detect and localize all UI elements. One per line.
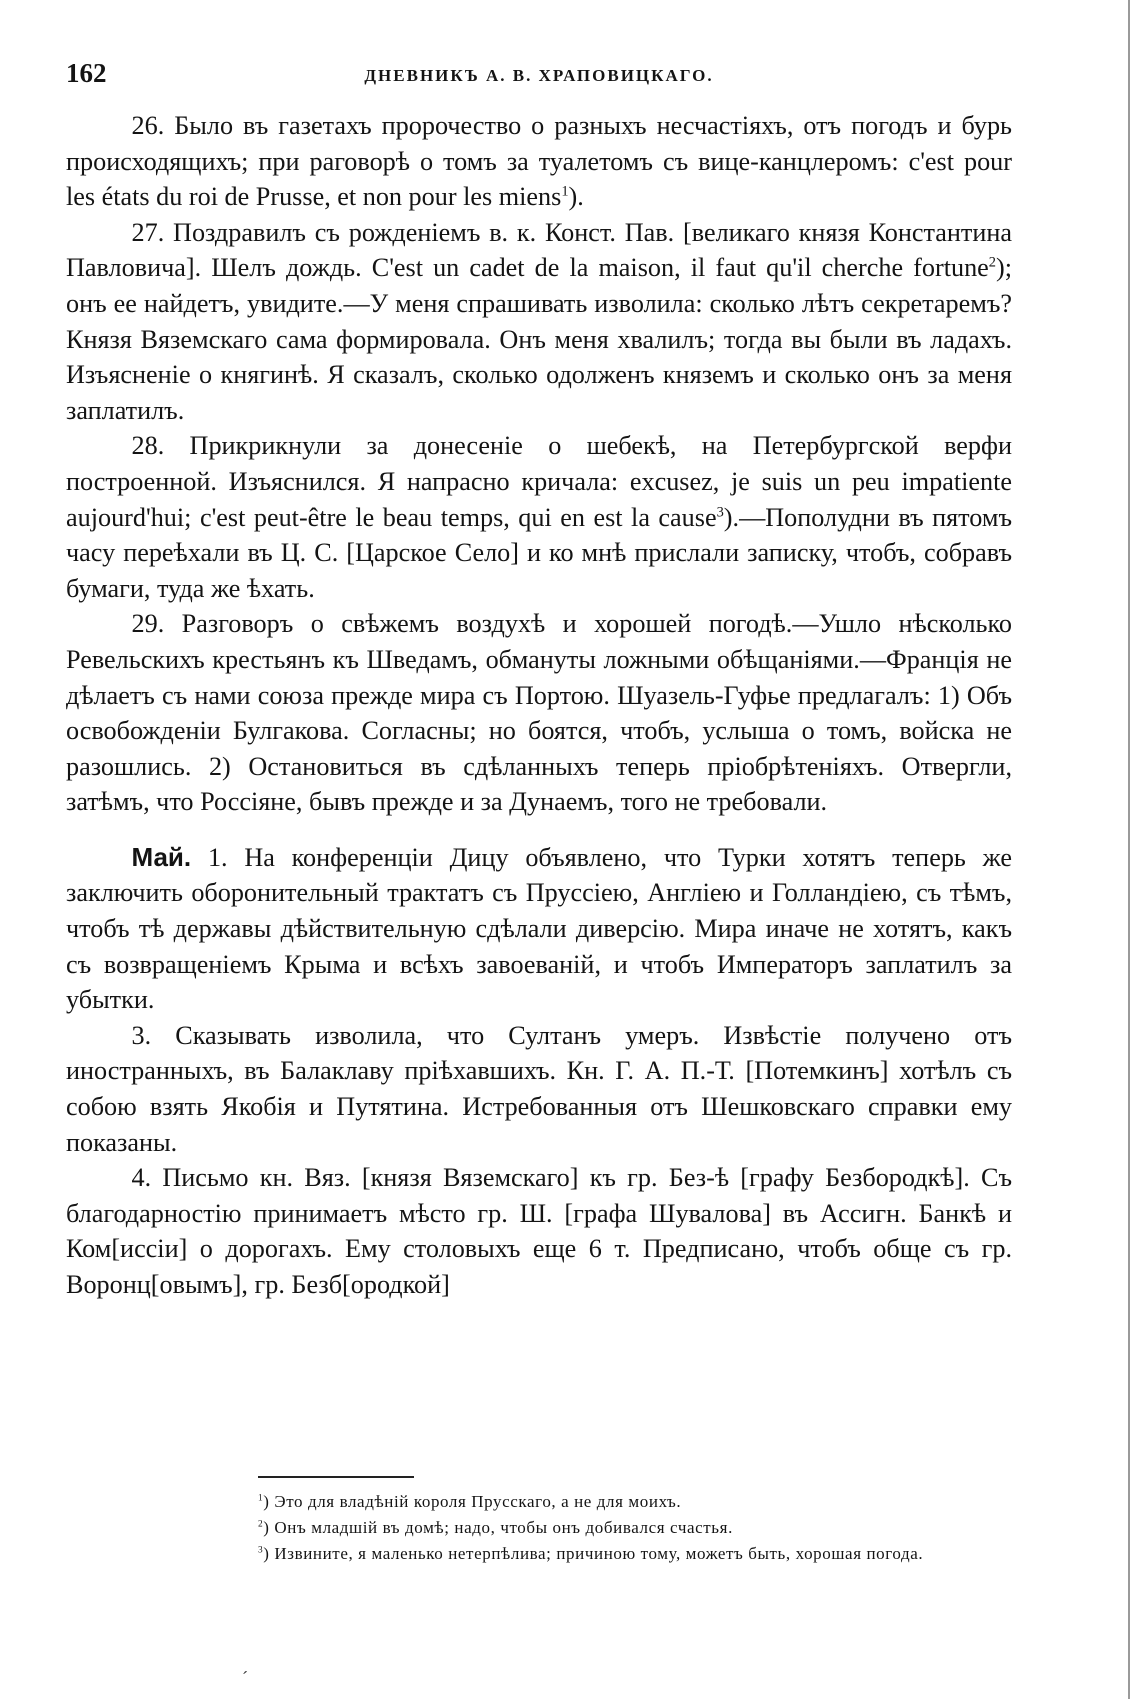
diary-entry-29: 29. Разговоръ о свѣжемъ воздухѣ и хорошей погодѣ.—Ушло нѣсколько Ревельскихъ крестьянъ къ Шведамъ, обмануты ложными обѣщаніями.—Францiя не дѣлаетъ съ нами союза прежде мира съ Портою. Шуазель-Гуфье предлагалъ: 1) Объ освобожденіи Булгакова. Согласны; но боятся, чтобъ, услыша о томъ, войска не разошлись. 2) Остановиться въ сдѣланныхъ теперь пріобрѣтеніяхъ. Отвергли, затѣмъ, что Россіяне, бывъ прежде и за Дунаемъ, того не требовали.: [66, 609, 1012, 817]
diary-body: [66, 108, 1012, 1303]
diary-entry-may-1: Май. 1. На конференціи Дицу объявлено, что Турки хотятъ теперь же заключить оборонительный трактатъ съ Пруссіею, Англіею и Голландіею, съ тѣмъ, чтобъ тѣ державы дѣйствительную сдѣлали диверсію. Мира иначе не хотятъ, какъ съ возвращеніемъ Крыма и всѣхъ завоеваній, и чтобъ Императоръ заплатилъ за убытки.: [66, 841, 1013, 1015]
diary-entry-28: 28. Прикрикнули за донесеніе о шебекѣ, на Петербургской верфи построенной. Изъяснился. Я напрасно кричала: excusez, je suis un peu impatiente aujourd'hui; c'est peut-être le beau temps, qui en est la cause$^3$).—Пополудни въ пятомъ часу переѣхали въ Ц. С. [Царское Село] и ко мнѣ прислали записку, чтобъ, собравъ бумаги, туда же ѣхать.: [66, 431, 1012, 603]
footnote-2: $^2$) Онъ младшій въ домѣ; надо, чтобы онъ добивался счастья.: [258, 1518, 733, 1537]
page-number: 162: [66, 58, 107, 88]
footnote-3: $^3$) Извините, я маленько нетерпѣлива; причиною тому, можетъ быть, хорошая погода.: [258, 1544, 924, 1563]
diary-entry-may-4: 4. Письмо кн. Вяз. [князя Вяземскаго] къ гр. Без-ѣ [графу Безбородкѣ]. Съ благодарностію принимаетъ мѣсто гр. Ш. [графа Шувалова] въ Ассигн. Банкѣ и Ком[иссіи] о дорогахъ. Ему столовыхъ еще 6 т. Предписано, чтобъ обще съ гр. Воронц[овымъ], гр. Безб[ородкой]: [66, 1163, 1012, 1299]
footnote-divider: [258, 1476, 414, 1478]
running-head: ДНЕВНИКЪ А. В. ХРАПОВИЦКАГО.: [364, 66, 714, 85]
footnote-ref-3: 3: [716, 503, 724, 520]
page-header: [66, 58, 1012, 98]
footnote-1: $^1$) Это для владѣній короля Прусскаго, а не для моихъ.: [258, 1492, 682, 1511]
footnote-ref-1: 1: [561, 183, 569, 200]
footnote-ref-2: 2: [988, 254, 996, 271]
footnotes: [258, 1489, 1018, 1567]
diary-entry-27: 27. Поздравилъ съ рожденіемъ в. к. Конст. Пав. [великаго князя Константина Павловича]. Шелъ дождь. C'est un cadet de la maison, il faut qu'il cherche fortune$^2$); онъ ее найдетъ, увидите.—У меня спрашивать изволила: сколько лѣтъ секретаремъ? Князя Вяземскаго сама формировала. Онъ меня хвалилъ; тогда вы были въ ладахъ. Изъясненіе о княгинѣ. Я сказалъ, сколько одолженъ княземъ и сколько онъ за меня заплатилъ.: [66, 217, 1012, 425]
stray-ink-mark: ˊ: [242, 1668, 248, 1688]
diary-entry-26: 26. Было въ газетахъ пророчество о разныхъ несчастіяхъ, отъ погодъ и бурь происходящихъ; при раговорѣ о томъ за туалетомъ съ вице-канцлеромъ: c'est pour les états du roi de Prusse, et non pour les miens$^1$).: [66, 111, 1012, 212]
diary-entry-may-3: 3. Сказывать изволила, что Султанъ умеръ. Извѣстіе получено отъ иностранныхъ, въ Балаклаву пріѣхавшихъ. Кн. Г. А. П.-Т. [Потемкинъ] хотѣлъ съ собою взять Якобія и Путятина. Истребованныя отъ Шешковскаго справки ему показаны.: [66, 1020, 1012, 1157]
month-heading: Май.: [131, 841, 192, 872]
page-edge-line: [1128, 0, 1130, 1699]
